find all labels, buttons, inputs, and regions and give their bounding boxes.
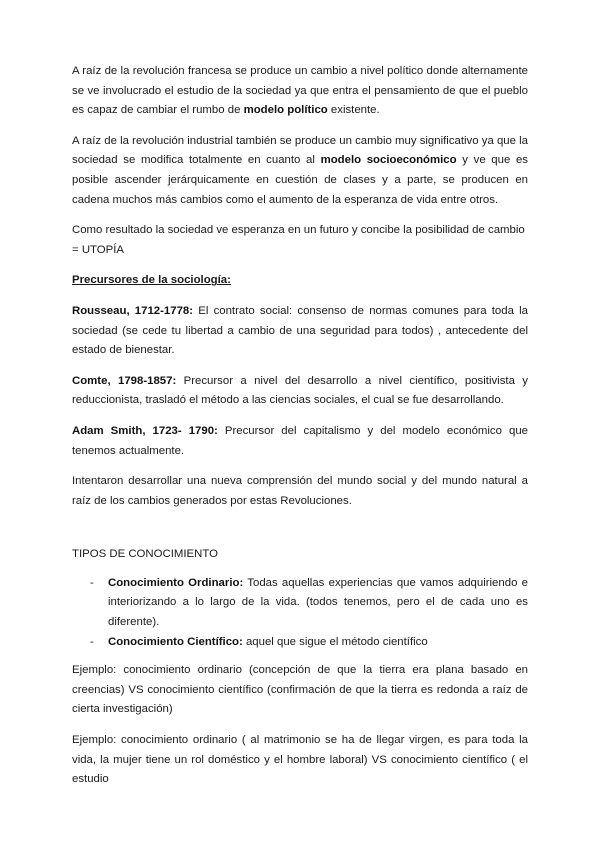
precursor-rousseau: Rousseau, 1712-1778: El contrato social: consenso de normas comunes para toda la sociedad (se cede tu libertad a cambio de una seguridad para todos) , antecedente del estado de bienestar. bbox=[72, 304, 528, 357]
precursor-comte: Comte, 1798-1857: Precursor a nivel del desarrollo a nivel científico, positivista y reduccionista, trasladó el método a las ciencias sociales, el cual se fue desarrollando. bbox=[72, 374, 528, 407]
list-item-scientific-knowledge: - Conocimiento Científico: aquel que sigue el método científico bbox=[72, 633, 528, 653]
knowledge-types-list bbox=[72, 574, 528, 652]
bullet-dash: - bbox=[90, 576, 94, 589]
paragraph-example-earth: Ejemplo: conocimiento ordinario (concepción de que la tierra era plana basado en creencias) VS conocimiento científico (confirmación de que la tierra es redonda a raíz de cierta investigación) bbox=[72, 664, 528, 716]
paragraph-industrial-revolution: A raíz de la revolución industrial también se produce un cambio muy significativo ya que la sociedad se modifica totalmente en cuanto al modelo socioeconómico y ve que es posible ascender jerárquicamente en cuestión de clases y a parte, se producen en cadena muchos más cambios como el aumento de la esperanza de vida entre otros. bbox=[72, 134, 528, 206]
bold-term-political-model: modelo político bbox=[243, 104, 328, 117]
term-scientific-knowledge: Conocimiento Científico: bbox=[108, 635, 243, 648]
precursors-heading: Precursores de la sociología: bbox=[72, 274, 231, 287]
term-ordinary-knowledge: Conocimiento Ordinario: bbox=[108, 576, 244, 589]
precursor-name: Rousseau, 1712-1778: bbox=[72, 304, 194, 317]
section-title-knowledge-types: TIPOS DE CONOCIMIENTO bbox=[72, 548, 218, 561]
paragraph-french-revolution: A raíz de la revolución francesa se produce un cambio a nivel político donde alternamente se ve involucrado el estudio de la sociedad ya que entra el pensamiento de que el pueblo es capaz de cambiar el rumbo de modelo político existente. bbox=[72, 65, 528, 117]
paragraph-revolutions-closing: Intentaron desarrollar una nueva comprensión del mundo social y del mundo natural a raíz de los cambios generados por estas Revoluciones. bbox=[72, 475, 528, 507]
bullet-dash: - bbox=[90, 635, 94, 648]
list-item-ordinary-knowledge: - Conocimiento Ordinario: Todas aquellas experiencias que vamos adquiriendo e interiorizando a lo largo de la vida. (todos tenemos, pero el de cada uno es diferente). bbox=[72, 574, 528, 633]
precursor-name: Comte, 1798-1857: bbox=[72, 374, 177, 387]
precursor-name: Adam Smith, 1723- 1790: bbox=[72, 424, 218, 437]
paragraph-utopia: Como resultado la sociedad ve esperanza en un futuro y concibe la posibilidad de cambio = UTOPÍA bbox=[72, 224, 525, 256]
paragraph-example-marriage: Ejemplo: conocimiento ordinario ( al matrimonio se ha de llegar virgen, es para toda la vida, la mujer tiene un rol doméstico y el hombre laboral) VS conocimiento científico ( el estudio bbox=[72, 734, 528, 786]
precursor-smith: Adam Smith, 1723- 1790: Precursor del capitalismo y del modelo económico que tenemos actualmente. bbox=[72, 424, 528, 457]
bold-term-socioeconomic-model: modelo socioeconómico bbox=[320, 154, 457, 167]
